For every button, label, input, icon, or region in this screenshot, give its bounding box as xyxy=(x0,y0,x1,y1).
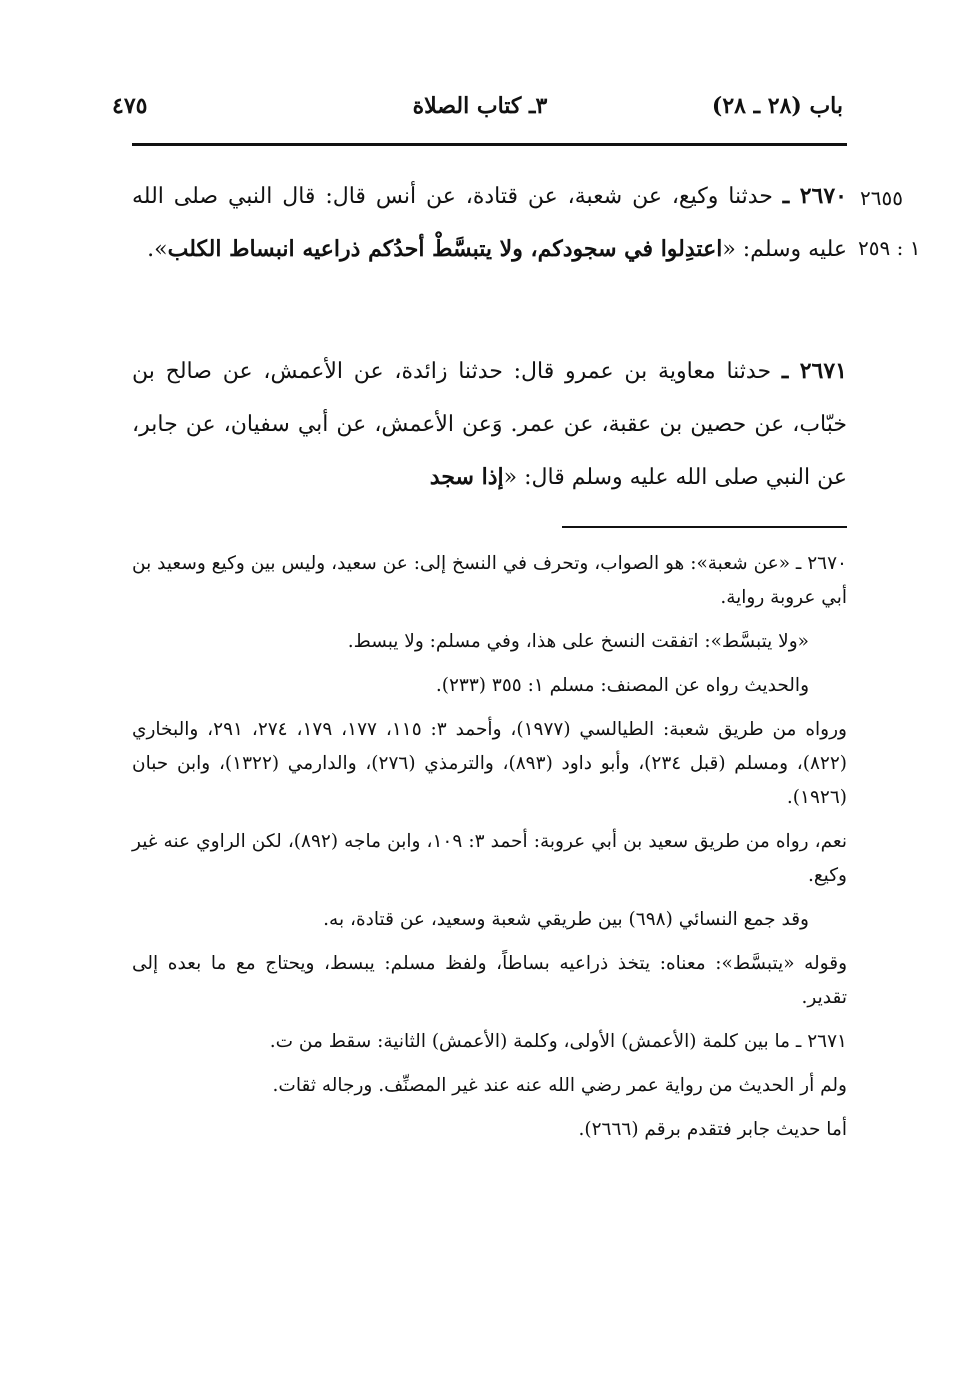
hadith-number: ٢٦٧١ ـ xyxy=(781,358,847,384)
hadith-number: ٢٦٧٠ ـ xyxy=(782,183,847,209)
footnotes xyxy=(132,547,847,1157)
margin-reference-volume-page: ١ : ٢٥٩ xyxy=(858,236,921,260)
hadith-paragraph xyxy=(132,170,847,276)
header-rule xyxy=(132,143,847,146)
hadith-isnad: حدثنا معاوية بن عمرو قال: حدثنا زائدة، عن الأعمش، عن صالح بن خبّاب، عن حصين بن عقبة، عن عمر. وَعن الأعمش، عن أبي سفيان، عن جابر، عن النبي صلى الله عليه وسلم قال: « xyxy=(132,359,847,490)
hadith-matn: اعتدِلوا في سجودكم، ولا يتبسَّطْ أحدُكم ذراعيه انبساط الكلب xyxy=(167,236,723,262)
footnote-paragraph: «ولا يتبسَّط»: اتفقت النسخ على هذا، وفي مسلم: ولا يبسط. xyxy=(347,631,809,652)
footnote-paragraph: أما حديث جابر فتقدم برقم (٢٦٦٦). xyxy=(578,1119,847,1140)
hadith-matn: إذا سجد xyxy=(429,464,504,490)
chapter-heading: باب (٢٨ ـ ٢٨) xyxy=(711,93,843,119)
footnote-paragraph: ٢٦٧١ ـ ما بين كلمة (الأعمش) الأولى، وكلمة (الأعمش) الثانية: سقط من ت. xyxy=(269,1031,847,1052)
hadith-paragraph xyxy=(132,345,847,504)
footnote-paragraph: وقوله «يتبسَّط»: معناه: يتخذ ذراعيه بساطاً، ولفظ مسلم: يبسط، ويحتاج مع ما بعده إلى تقدير. xyxy=(132,953,847,1008)
footnote-paragraph: ولم أر الحديث من رواية عمر رضي الله عنه عند غير المصنِّف. ورجاله ثقات. xyxy=(272,1075,847,1096)
footnote-paragraph: وقد جمع النسائي (٦٩٨) بين طريقي شعبة وسعيد، عن قتادة، به. xyxy=(323,909,809,930)
footnote-paragraph: والحديث رواه عن المصنف: مسلم ١: ٣٥٥ (٢٣٣). xyxy=(435,675,809,696)
hadith-2670 xyxy=(132,170,847,276)
page-number: ٤٧٥ xyxy=(112,93,148,119)
hadith-2671 xyxy=(132,345,847,504)
footnote-paragraph: ورواه من طريق شعبة: الطيالسي (١٩٧٧)، وأحمد ٣: ١١٥، ١٧٧، ١٧٩، ٢٧٤، ٢٩١، والبخاري (٨٢٢)، ومسلم (قبل ٢٣٤)، وأبو داود (٨٩٣)، والترمذي (٢٧٦)، والدارمي (١٣٢٢)، وابن حبان (١٩٢٦). xyxy=(132,719,847,808)
hadith-isnad: حدثنا وكيع، عن شعبة، عن قتادة، عن أنس قال: قال النبي صلى الله عليه وسلم: « xyxy=(132,184,847,262)
footnote-paragraph: نعم، رواه من طريق سعيد بن أبي عروبة: أحمد ٣: ١٠٩، وابن ماجه (٨٩٢)، لكن الراوي عنه غير وكيع. xyxy=(132,831,847,886)
footnote-separator xyxy=(562,526,847,528)
footnote-paragraph: ٢٦٧٠ ـ «عن شعبة»: هو الصواب، وتحرف في النسخ إلى: عن سعيد، وليس بين وكيع وسعيد بن أبي عروبة رواية. xyxy=(132,553,847,608)
hadith-closing: ». xyxy=(147,237,168,262)
book-title: ٣ـ كتاب الصلاة xyxy=(412,93,548,119)
margin-reference-number: ٢٦٥٥ xyxy=(860,186,903,210)
